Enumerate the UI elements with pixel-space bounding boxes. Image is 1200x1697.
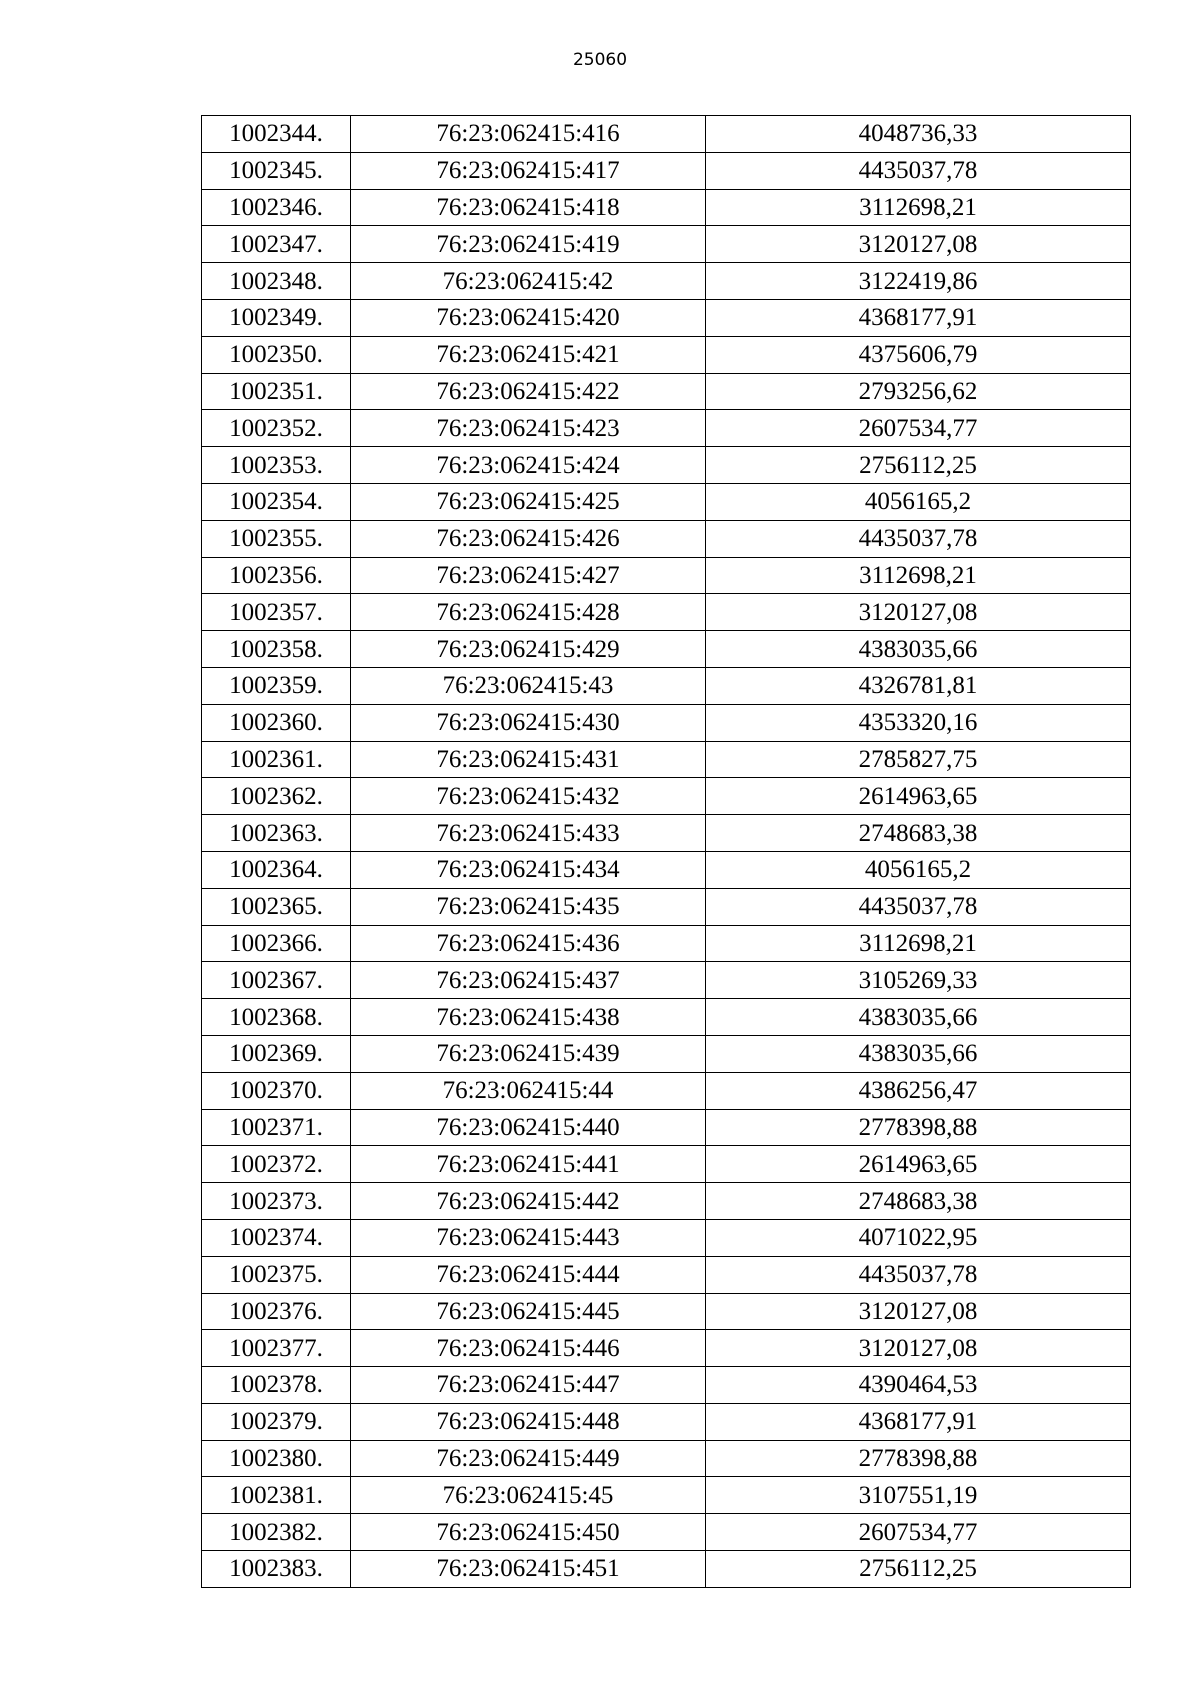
- table-row: [202, 447, 1131, 484]
- row-number-cell: 1002347.: [202, 226, 351, 263]
- value-cell: 4056165,2: [706, 483, 1131, 520]
- table-row: [202, 1403, 1131, 1440]
- table-row: [202, 925, 1131, 962]
- table-row: [202, 1367, 1131, 1404]
- cadastral-number-cell: 76:23:062415:443: [351, 1219, 706, 1256]
- value-cell: 3112698,21: [706, 189, 1131, 226]
- cadastral-number-cell: 76:23:062415:45: [351, 1477, 706, 1514]
- row-number-cell: 1002361.: [202, 741, 351, 778]
- row-number-cell: 1002351.: [202, 373, 351, 410]
- value-cell: 3120127,08: [706, 1293, 1131, 1330]
- cadastral-number-cell: 76:23:062415:429: [351, 631, 706, 668]
- value-cell: 4326781,81: [706, 667, 1131, 704]
- cadastral-number-cell: 76:23:062415:423: [351, 410, 706, 447]
- cadastral-number-cell: 76:23:062415:438: [351, 999, 706, 1036]
- row-number-cell: 1002370.: [202, 1072, 351, 1109]
- row-number-cell: 1002355.: [202, 520, 351, 557]
- value-cell: 4048736,33: [706, 116, 1131, 153]
- cadastral-number-cell: 76:23:062415:445: [351, 1293, 706, 1330]
- row-number-cell: 1002383.: [202, 1551, 351, 1588]
- table-row: [202, 263, 1131, 300]
- table-row: [202, 1035, 1131, 1072]
- value-cell: 2756112,25: [706, 447, 1131, 484]
- table-row: [202, 336, 1131, 373]
- table-row: [202, 851, 1131, 888]
- table-row: [202, 1256, 1131, 1293]
- row-number-cell: 1002354.: [202, 483, 351, 520]
- value-cell: 4368177,91: [706, 299, 1131, 336]
- table-row: [202, 1183, 1131, 1220]
- row-number-cell: 1002350.: [202, 336, 351, 373]
- table-row: [202, 1109, 1131, 1146]
- table-row: [202, 594, 1131, 631]
- row-number-cell: 1002369.: [202, 1035, 351, 1072]
- cadastral-number-cell: 76:23:062415:450: [351, 1514, 706, 1551]
- value-cell: 3105269,33: [706, 962, 1131, 999]
- table-row: [202, 888, 1131, 925]
- value-cell: 2785827,75: [706, 741, 1131, 778]
- value-cell: 4368177,91: [706, 1403, 1131, 1440]
- cadastral-number-cell: 76:23:062415:43: [351, 667, 706, 704]
- value-cell: 4383035,66: [706, 1035, 1131, 1072]
- cadastral-number-cell: 76:23:062415:416: [351, 116, 706, 153]
- row-number-cell: 1002379.: [202, 1403, 351, 1440]
- cadastral-number-cell: 76:23:062415:437: [351, 962, 706, 999]
- cadastral-number-cell: 76:23:062415:417: [351, 152, 706, 189]
- table-row: [202, 778, 1131, 815]
- row-number-cell: 1002349.: [202, 299, 351, 336]
- value-cell: 4390464,53: [706, 1367, 1131, 1404]
- cadastral-number-cell: 76:23:062415:449: [351, 1440, 706, 1477]
- table-row: [202, 1477, 1131, 1514]
- row-number-cell: 1002344.: [202, 116, 351, 153]
- row-number-cell: 1002356.: [202, 557, 351, 594]
- page-number: 25060: [572, 50, 628, 70]
- cadastral-number-cell: 76:23:062415:440: [351, 1109, 706, 1146]
- cadastral-number-cell: 76:23:062415:419: [351, 226, 706, 263]
- value-cell: 2756112,25: [706, 1551, 1131, 1588]
- registry-table: [201, 115, 1131, 1588]
- table-row: [202, 1293, 1131, 1330]
- cadastral-number-cell: 76:23:062415:435: [351, 888, 706, 925]
- row-number-cell: 1002377.: [202, 1330, 351, 1367]
- row-number-cell: 1002362.: [202, 778, 351, 815]
- table-row: [202, 410, 1131, 447]
- value-cell: 3120127,08: [706, 594, 1131, 631]
- cadastral-number-cell: 76:23:062415:439: [351, 1035, 706, 1072]
- row-number-cell: 1002357.: [202, 594, 351, 631]
- value-cell: 3120127,08: [706, 226, 1131, 263]
- table-row: [202, 1072, 1131, 1109]
- value-cell: 2748683,38: [706, 1183, 1131, 1220]
- value-cell: 2607534,77: [706, 1514, 1131, 1551]
- cadastral-number-cell: 76:23:062415:451: [351, 1551, 706, 1588]
- row-number-cell: 1002359.: [202, 667, 351, 704]
- table-row: [202, 741, 1131, 778]
- row-number-cell: 1002372.: [202, 1146, 351, 1183]
- cadastral-number-cell: 76:23:062415:428: [351, 594, 706, 631]
- value-cell: 2793256,62: [706, 373, 1131, 410]
- table-row: [202, 483, 1131, 520]
- table-row: [202, 815, 1131, 852]
- cadastral-number-cell: 76:23:062415:436: [351, 925, 706, 962]
- cadastral-number-cell: 76:23:062415:44: [351, 1072, 706, 1109]
- value-cell: 2778398,88: [706, 1440, 1131, 1477]
- cadastral-number-cell: 76:23:062415:434: [351, 851, 706, 888]
- table-row: [202, 667, 1131, 704]
- row-number-cell: 1002363.: [202, 815, 351, 852]
- row-number-cell: 1002368.: [202, 999, 351, 1036]
- table-row: [202, 999, 1131, 1036]
- table-row: [202, 189, 1131, 226]
- cadastral-number-cell: 76:23:062415:42: [351, 263, 706, 300]
- table-row: [202, 1514, 1131, 1551]
- table-row: [202, 1219, 1131, 1256]
- value-cell: 2614963,65: [706, 778, 1131, 815]
- value-cell: 4435037,78: [706, 520, 1131, 557]
- table-row: [202, 631, 1131, 668]
- row-number-cell: 1002346.: [202, 189, 351, 226]
- table-row: [202, 1330, 1131, 1367]
- row-number-cell: 1002380.: [202, 1440, 351, 1477]
- row-number-cell: 1002358.: [202, 631, 351, 668]
- row-number-cell: 1002381.: [202, 1477, 351, 1514]
- value-cell: 3112698,21: [706, 557, 1131, 594]
- value-cell: 4056165,2: [706, 851, 1131, 888]
- value-cell: 4353320,16: [706, 704, 1131, 741]
- row-number-cell: 1002365.: [202, 888, 351, 925]
- cadastral-number-cell: 76:23:062415:425: [351, 483, 706, 520]
- cadastral-number-cell: 76:23:062415:424: [351, 447, 706, 484]
- registry-table-body: [202, 116, 1131, 1588]
- value-cell: 2778398,88: [706, 1109, 1131, 1146]
- row-number-cell: 1002364.: [202, 851, 351, 888]
- row-number-cell: 1002367.: [202, 962, 351, 999]
- row-number-cell: 1002352.: [202, 410, 351, 447]
- cadastral-number-cell: 76:23:062415:433: [351, 815, 706, 852]
- value-cell: 3120127,08: [706, 1330, 1131, 1367]
- cadastral-number-cell: 76:23:062415:442: [351, 1183, 706, 1220]
- value-cell: 2748683,38: [706, 815, 1131, 852]
- value-cell: 4435037,78: [706, 1256, 1131, 1293]
- row-number-cell: 1002376.: [202, 1293, 351, 1330]
- cadastral-number-cell: 76:23:062415:432: [351, 778, 706, 815]
- cadastral-number-cell: 76:23:062415:421: [351, 336, 706, 373]
- value-cell: 4383035,66: [706, 999, 1131, 1036]
- value-cell: 4375606,79: [706, 336, 1131, 373]
- row-number-cell: 1002353.: [202, 447, 351, 484]
- value-cell: 4435037,78: [706, 888, 1131, 925]
- row-number-cell: 1002378.: [202, 1367, 351, 1404]
- cadastral-number-cell: 76:23:062415:444: [351, 1256, 706, 1293]
- value-cell: 4386256,47: [706, 1072, 1131, 1109]
- value-cell: 4071022,95: [706, 1219, 1131, 1256]
- cadastral-number-cell: 76:23:062415:441: [351, 1146, 706, 1183]
- cadastral-number-cell: 76:23:062415:422: [351, 373, 706, 410]
- cadastral-number-cell: 76:23:062415:426: [351, 520, 706, 557]
- row-number-cell: 1002371.: [202, 1109, 351, 1146]
- cadastral-number-cell: 76:23:062415:430: [351, 704, 706, 741]
- table-row: [202, 299, 1131, 336]
- value-cell: 2614963,65: [706, 1146, 1131, 1183]
- cadastral-number-cell: 76:23:062415:420: [351, 299, 706, 336]
- row-number-cell: 1002374.: [202, 1219, 351, 1256]
- table-row: [202, 116, 1131, 153]
- value-cell: 3112698,21: [706, 925, 1131, 962]
- table-row: [202, 152, 1131, 189]
- row-number-cell: 1002366.: [202, 925, 351, 962]
- table-row: [202, 226, 1131, 263]
- table-row: [202, 557, 1131, 594]
- table-row: [202, 520, 1131, 557]
- table-row: [202, 704, 1131, 741]
- cadastral-number-cell: 76:23:062415:418: [351, 189, 706, 226]
- cadastral-number-cell: 76:23:062415:447: [351, 1367, 706, 1404]
- table-row: [202, 373, 1131, 410]
- value-cell: 4383035,66: [706, 631, 1131, 668]
- row-number-cell: 1002373.: [202, 1183, 351, 1220]
- table-row: [202, 1146, 1131, 1183]
- value-cell: 3122419,86: [706, 263, 1131, 300]
- row-number-cell: 1002382.: [202, 1514, 351, 1551]
- row-number-cell: 1002375.: [202, 1256, 351, 1293]
- value-cell: 2607534,77: [706, 410, 1131, 447]
- cadastral-number-cell: 76:23:062415:427: [351, 557, 706, 594]
- table-row: [202, 1551, 1131, 1588]
- cadastral-number-cell: 76:23:062415:446: [351, 1330, 706, 1367]
- value-cell: 4435037,78: [706, 152, 1131, 189]
- value-cell: 3107551,19: [706, 1477, 1131, 1514]
- cadastral-number-cell: 76:23:062415:448: [351, 1403, 706, 1440]
- cadastral-number-cell: 76:23:062415:431: [351, 741, 706, 778]
- row-number-cell: 1002345.: [202, 152, 351, 189]
- row-number-cell: 1002360.: [202, 704, 351, 741]
- row-number-cell: 1002348.: [202, 263, 351, 300]
- table-row: [202, 1440, 1131, 1477]
- table-row: [202, 962, 1131, 999]
